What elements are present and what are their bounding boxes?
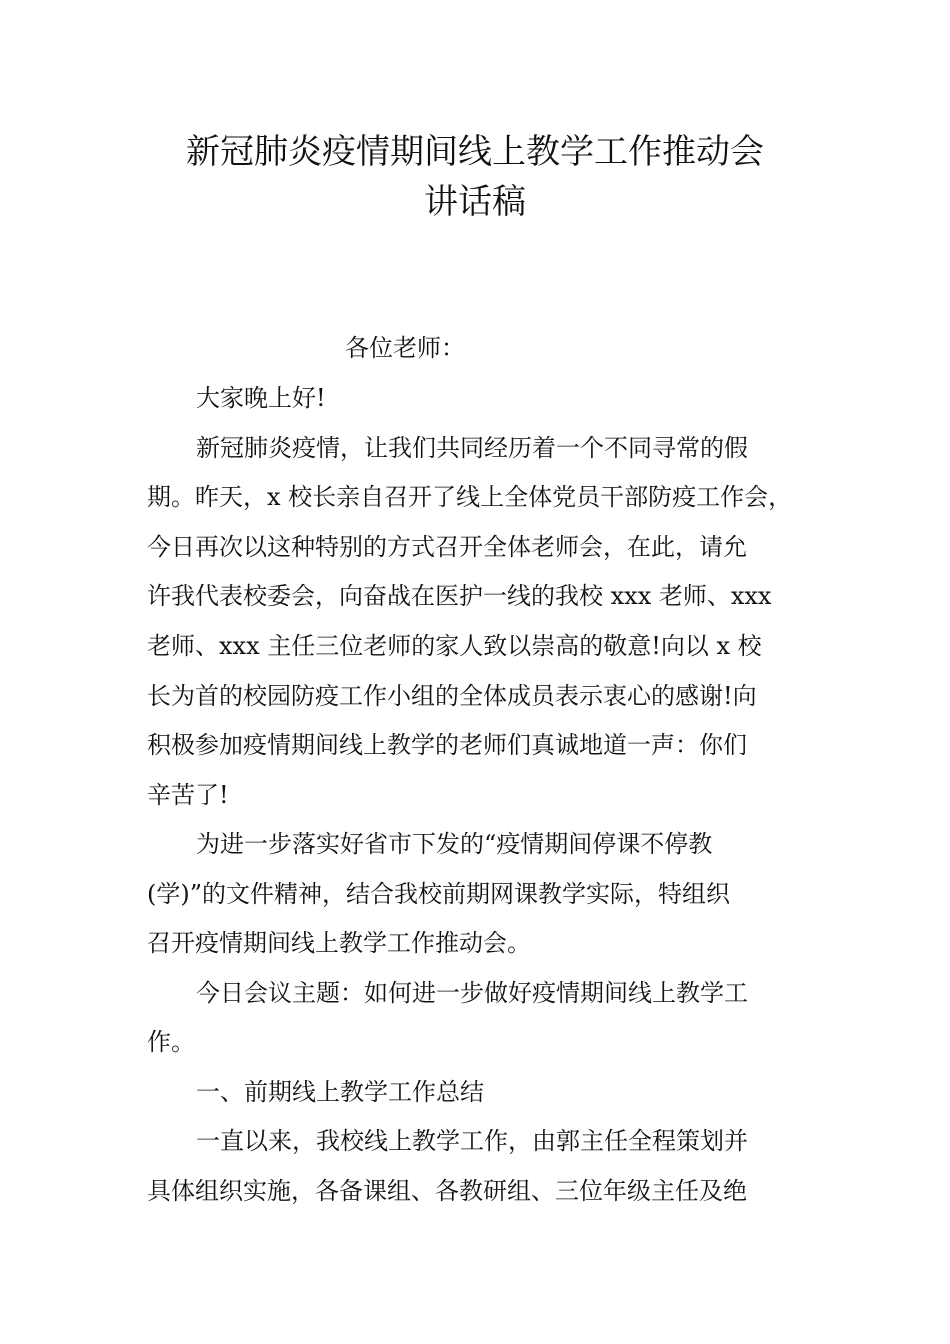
- salutation: 各位老师：: [345, 334, 465, 362]
- paragraph-line: 长为首的校园防疫工作小组的全体成员表示衷心的感谢!向: [147, 682, 757, 710]
- paragraph-line: 为进一步落实好省市下发的“疫情期间停课不停教: [196, 830, 713, 858]
- greeting: 大家晚上好!: [196, 384, 326, 412]
- paragraph-line: 具体组织实施，各备课组、各教研组、三位年级主任及绝: [147, 1177, 747, 1205]
- paragraph-line: 作。: [147, 1028, 195, 1056]
- paragraph-line: 召开疫情期间线上教学工作推动会。: [147, 929, 531, 957]
- document-title-line-2: 讲话稿: [424, 182, 526, 222]
- paragraph-line: 老师、xxx 主任三位老师的家人致以崇高的敬意!向以 x 校: [147, 632, 762, 660]
- paragraph-line: 期。昨天，x 校长亲自召开了线上全体党员干部防疫工作会，: [147, 483, 793, 511]
- paragraph-line: 辛苦了!: [147, 781, 229, 809]
- paragraph-line: 一直以来，我校线上教学工作，由郭主任全程策划并: [196, 1127, 748, 1155]
- paragraph-line: 新冠肺炎疫情，让我们共同经历着一个不同寻常的假: [196, 434, 748, 462]
- paragraph-line: 今日再次以这种特别的方式召开全体老师会，在此，请允: [147, 533, 747, 561]
- paragraph-line: 积极参加疫情期间线上教学的老师们真诚地道一声：你们: [147, 731, 747, 759]
- section-heading: 一、前期线上教学工作总结: [196, 1078, 484, 1106]
- document-title-line-1: 新冠肺炎疫情期间线上教学工作推动会: [186, 132, 764, 172]
- paragraph-line: 今日会议主题：如何进一步做好疫情期间线上教学工: [196, 979, 748, 1007]
- paragraph-line: (学)”的文件精神，结合我校前期网课教学实际，特组织: [147, 880, 730, 908]
- paragraph-line: 许我代表校委会，向奋战在医护一线的我校 xxx 老师、xxx: [147, 582, 772, 610]
